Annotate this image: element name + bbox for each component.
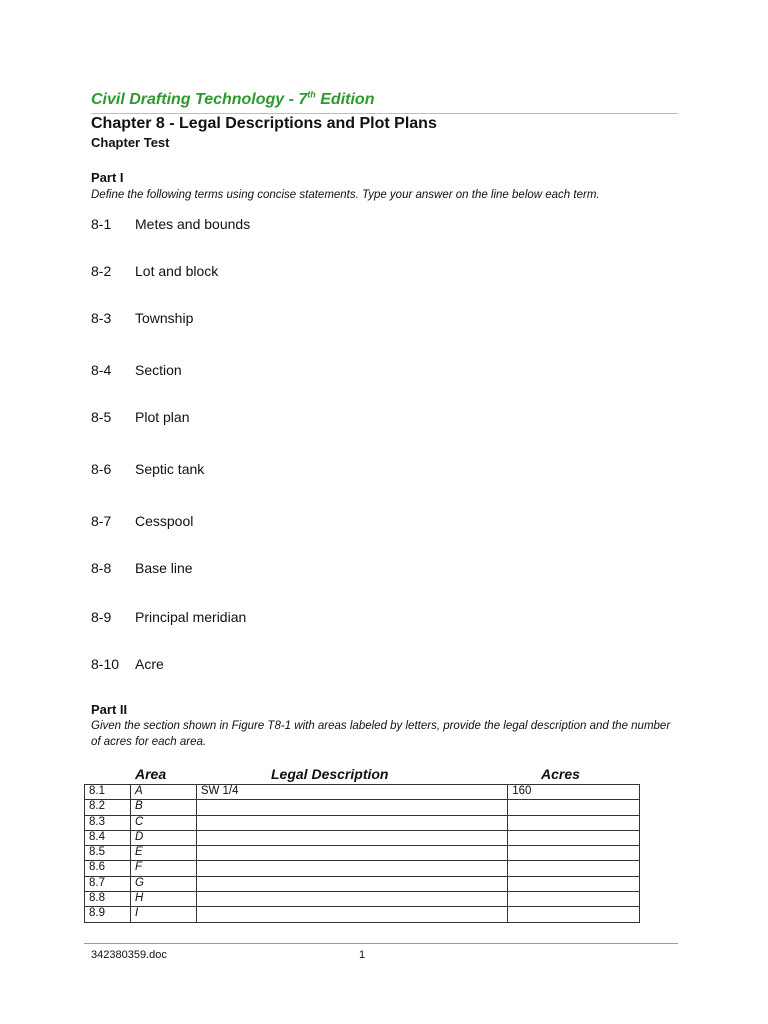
column-header-area: Area — [135, 766, 167, 782]
acres-cell[interactable] — [508, 800, 640, 815]
table-row — [85, 876, 640, 891]
answer-grid — [84, 784, 640, 923]
acres-cell[interactable] — [508, 861, 640, 876]
area-cell: G — [130, 876, 196, 891]
footer-divider — [84, 943, 678, 944]
term-label: Base line — [135, 560, 193, 576]
column-header-acres: Acres — [541, 766, 580, 782]
acres-cell[interactable]: 160 — [508, 785, 640, 800]
acres-cell[interactable] — [508, 907, 640, 922]
part1-heading: Part I — [91, 170, 124, 185]
legal-description-cell[interactable] — [196, 800, 507, 815]
area-cell: F — [130, 861, 196, 876]
book-title — [91, 91, 374, 109]
area-cell: D — [130, 830, 196, 845]
acres-cell[interactable] — [508, 876, 640, 891]
term-label: Septic tank — [135, 461, 205, 477]
term-label: Acre — [135, 656, 164, 672]
legal-description-cell[interactable]: SW 1/4 — [196, 785, 507, 800]
table-row — [85, 785, 640, 800]
row-number-cell: 8.7 — [85, 876, 131, 891]
term-label: Lot and block — [135, 263, 219, 279]
acres-cell[interactable] — [508, 846, 640, 861]
table-row — [85, 846, 640, 861]
table-row — [85, 861, 640, 876]
term-number: 8-3 — [91, 310, 112, 326]
term-label: Plot plan — [135, 409, 190, 425]
book-title-main: Civil Drafting Technology - 7 — [91, 91, 308, 108]
part2-heading: Part II — [91, 702, 128, 717]
area-cell: B — [130, 800, 196, 815]
term-label: Township — [135, 310, 194, 326]
chapter-subtitle: Chapter Test — [91, 135, 170, 150]
row-number-cell: 8.3 — [85, 815, 131, 830]
table-row — [85, 907, 640, 922]
footer-page-number: 1 — [359, 949, 366, 961]
legal-description-cell[interactable] — [196, 846, 507, 861]
table-row — [85, 830, 640, 845]
term-label: Metes and bounds — [135, 216, 251, 232]
term-number: 8-5 — [91, 409, 112, 425]
area-cell: C — [130, 815, 196, 830]
legal-description-cell[interactable] — [196, 876, 507, 891]
column-header-legal-description: Legal Description — [271, 766, 389, 782]
area-cell: A — [130, 785, 196, 800]
term-label: Cesspool — [135, 513, 194, 529]
table-row — [85, 892, 640, 907]
term-number: 8-8 — [91, 560, 112, 576]
row-number-cell: 8.8 — [85, 892, 131, 907]
row-number-cell: 8.4 — [85, 830, 131, 845]
title-divider — [91, 113, 678, 114]
row-number-cell: 8.9 — [85, 907, 131, 922]
term-number: 8-9 — [91, 609, 112, 625]
term-number: 8-6 — [91, 461, 112, 477]
legal-description-cell[interactable] — [196, 861, 507, 876]
area-cell: E — [130, 846, 196, 861]
area-cell: H — [130, 892, 196, 907]
part2-instructions: Given the section shown in Figure T8-1 with areas labeled by letters, provide the legal description and the number of acres for each area. — [91, 720, 671, 748]
acres-cell[interactable] — [508, 830, 640, 845]
chapter-title: Chapter 8 - Legal Descriptions and Plot Plans — [91, 115, 437, 132]
term-number: 8-1 — [91, 216, 112, 232]
footer-filename: 342380359.doc — [91, 949, 167, 961]
acres-cell[interactable] — [508, 815, 640, 830]
term-number: 8-4 — [91, 362, 112, 378]
table-row — [85, 800, 640, 815]
row-number-cell: 8.6 — [85, 861, 131, 876]
book-title-superscript: th — [307, 89, 316, 100]
legal-description-cell[interactable] — [196, 892, 507, 907]
term-number: 8-7 — [91, 513, 112, 529]
row-number-cell: 8.1 — [85, 785, 131, 800]
acres-cell[interactable] — [508, 892, 640, 907]
legal-description-cell[interactable] — [196, 830, 507, 845]
legal-description-cell[interactable] — [196, 815, 507, 830]
legal-description-cell[interactable] — [196, 907, 507, 922]
row-number-cell: 8.2 — [85, 800, 131, 815]
table-row — [85, 815, 640, 830]
row-number-cell: 8.5 — [85, 846, 131, 861]
term-number: 8-10 — [91, 656, 120, 672]
area-cell: I — [130, 907, 196, 922]
term-label: Section — [135, 362, 182, 378]
term-label: Principal meridian — [135, 609, 247, 625]
part1-instructions: Define the following terms using concise statements. Type your answer on the line below each term. — [91, 189, 600, 201]
book-title-edition: Edition — [315, 91, 375, 108]
term-number: 8-2 — [91, 263, 112, 279]
